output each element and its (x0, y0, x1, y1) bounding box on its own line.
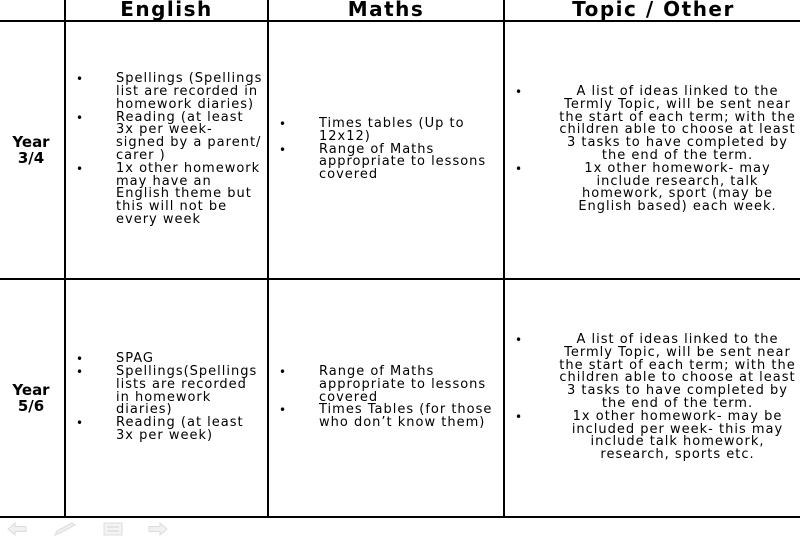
maths-list (269, 366, 503, 430)
pen-icon[interactable] (53, 522, 77, 536)
list-item: • Spellings (Spellings list are recorded in homework diaries) (66, 73, 267, 111)
topic-cell (504, 279, 800, 517)
english-list (66, 353, 267, 443)
year-label: Year 5/6 (0, 279, 65, 517)
list-item: • Reading (at least 3x per week- signed by a parent/ carer ) (66, 112, 267, 163)
list-item: • Times Tables (for those who don’t know them) (269, 404, 503, 430)
header-row (0, 0, 800, 21)
list-item: • Range of Maths appropriate to lessons covered (269, 144, 503, 182)
maths-list (269, 118, 503, 182)
english-cell (65, 279, 268, 517)
topic-list (505, 334, 800, 462)
english-cell (65, 21, 268, 279)
back-arrow-icon[interactable] (6, 522, 28, 536)
forward-arrow-icon[interactable] (147, 522, 169, 536)
list-item: • Range of Maths appropriate to lessons covered (269, 366, 503, 404)
menu-icon[interactable] (102, 522, 124, 536)
topic-list (505, 86, 800, 214)
list-item: • Reading (at least 3x per week) (66, 417, 267, 443)
english-list (66, 73, 267, 227)
table-row (0, 21, 800, 279)
header-english: English (65, 0, 268, 21)
list-item: • Spellings(Spellings lists are recorded in homework diaries) (66, 366, 267, 417)
maths-cell (268, 279, 504, 517)
list-item: • 1x other homework- may include research, talk homework, sport (may be English based) each week. (505, 163, 800, 214)
table-row (0, 279, 800, 517)
list-item: • A list of ideas linked to the Termly Topic, will be sent near the start of each term; with the children able to choose at least 3 tasks to have completed by the end of the term. (505, 334, 800, 411)
year-label: Year 3/4 (0, 21, 65, 279)
header-maths: Maths (268, 0, 504, 21)
list-item: • 1x other homework- may be included per week- this may include talk homework, research, sports etc. (505, 411, 800, 462)
list-item: • SPAG (66, 353, 267, 366)
list-item: • Times tables (Up to 12x12) (269, 118, 503, 144)
header-topic-other: Topic / Other (504, 0, 800, 21)
list-item: • 1x other homework may have an English theme but this will not be every week (66, 163, 267, 227)
header-corner (0, 0, 65, 21)
list-item: • A list of ideas linked to the Termly Topic, will be sent near the start of each term; with the children able to choose at least 3 tasks to have completed by the end of the term. (505, 86, 800, 163)
maths-cell (268, 21, 504, 279)
topic-cell (504, 21, 800, 279)
